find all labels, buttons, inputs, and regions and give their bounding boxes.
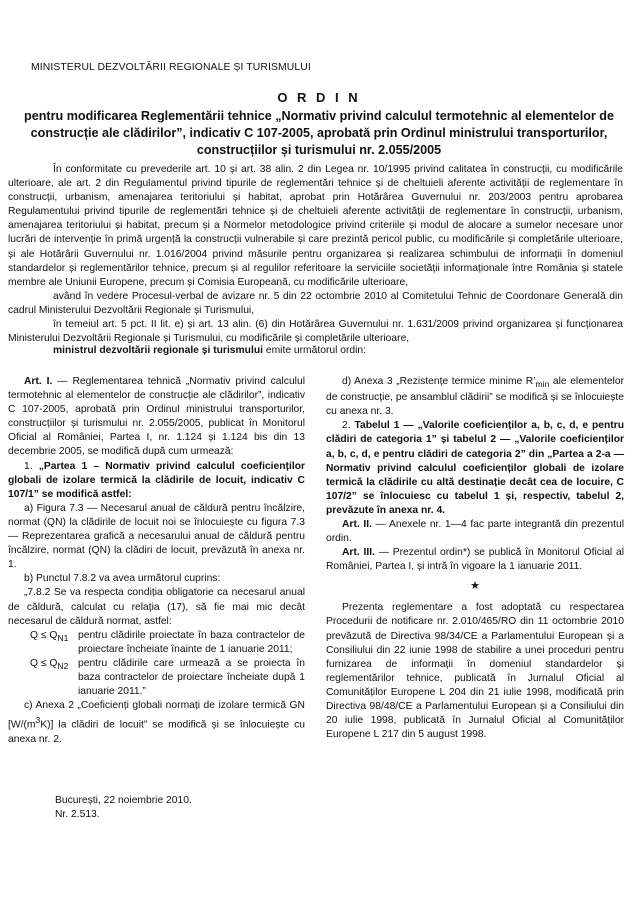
right-column	[326, 375, 624, 742]
article-3-label: Art. III.	[342, 547, 375, 559]
item-2	[326, 419, 624, 518]
signature-number: Nr. 2.513.	[55, 809, 100, 821]
condition-qn1-text: pentru clădirile proiectate în baza contractelor de proiectare încheiate înainte de 1 ianuarie 2011;	[78, 629, 305, 655]
condition-qn2-formula: $Q \le Q_{N2}$	[30, 657, 69, 671]
preamble	[8, 163, 623, 346]
left-column	[8, 375, 305, 747]
point-a: a) Figura 7.3 — Necesarul anual de căldură pentru încălzire, normat (QN) la clădirile de locuit noi se înlocuiește cu figura 7.3 — Reprezentarea grafică a necesarului anual de căldură pentru încălzire, normat (QN) la clădiri de locuit, prevăzută în anexa nr. 1.	[8, 502, 305, 571]
preamble-paragraph-endorsement: având în vedere Procesul-verbal de avizare nr. 5 din 22 octombrie 2010 al Comitetului Tehnic de Coordonare Generală din cadrul Ministerului Dezvoltării Regionale și Turismului,	[8, 290, 623, 316]
issuing-minister: ministrul dezvoltării regionale și turismului	[53, 345, 263, 356]
ministry-name: MINISTERUL DEZVOLTĂRII REGIONALE ȘI TURISMULUI	[31, 62, 311, 73]
point-d: d) Anexa 3 „Rezistențe termice minime $R’_{min}$ ale elementelor de construcție, pe ansamblul clădirii” se modifică și se înlocuiește cu anexa nr. 3.	[326, 376, 624, 418]
point-c: c) Anexa 2 „Coeficienți globali normați de izolare termică GN $[W/(m^3K)]$ la clădiri de locuit” se modifică și se înlocuiește cu anexa nr. 2.	[8, 700, 305, 745]
quote-7-8-2: „7.8.2 Se va respecta condiția obligatorie ca necesarul anual de căldură, calculat cu relația (17), să fie mai mic decât necesarul de căldură normat, astfel:	[8, 587, 305, 627]
article-2-text: — Anexele nr. 1—4 fac parte integrantă din prezentul ordin.	[326, 518, 624, 545]
preamble-paragraph-legal-basis: În conformitate cu prevederile art. 10 și art. 38 alin. 2 din Legea nr. 10/1995 privind calitatea în construcții, cu modificările ulterioare, ale art. 2 din Regulamentul privind tipurile de reglementări tehnice și de cheltuieli aferente activității de reglementare în construcții, urbanism, amenajarea teritoriului și habitat, aprobat prin Hotărârea Guvernului nr. 203/2003 pentru aprobarea Regulamentului privind tipurile de reglementări tehnice și de cheltuieli aferente activității de reglementare în construcții, urbanism, amenajarea teritoriului și habitat, precum și a Normelor metodologice privind criteriile și modul de alocare a sumelor necesare unor lucrări de intervenție în primă urgență la construcții vulnerabile și care prezintă pericol public, cu modificările și completările ulterioare, și ale Hotărârii Guvernului nr. 1.016/2004 privind măsurile pentru organizarea și realizarea schimbului de informații în domeniul standardelor și reglementărilor tehnice, precum și al regulilor referitoare la serviciile societății informaționale între România și statele membre ale Uniunii Europene, precum și Comisia Europeană, cu modificările ulterioare,	[8, 164, 623, 288]
item-2-heading: Tabelul 1 — „Valorile coeficienților a, b, c, d, e pentru clădiri de categoria 1” și tabelul 2 — „Valorile coeficienților a, b, c, d, e pentru clădiri de categoria 2” din „Partea a 2-a — Normativ privind calculul coeficienților globali de izolare termică la clădirile cu altă destinație decât cea de locuire, C 107/2” se înlocuiesc cu tabelul 1 și, respectiv, tabelul 2, prevăzute în anexa nr. 4.	[326, 420, 624, 516]
issuing-statement	[8, 345, 623, 356]
point-b: b) Punctul 7.8.2 va avea următorul cuprins:	[24, 573, 221, 585]
qn1-subscript: N1	[57, 632, 69, 643]
item-1	[8, 460, 305, 502]
condition-qn1-formula: $Q \le Q_{N1}$	[30, 629, 69, 643]
item-2-number: 2.	[342, 420, 355, 432]
signature-place-date: București, 22 noiembrie 2010.	[55, 795, 192, 806]
document-title: O R D I N	[277, 90, 361, 105]
article-2-label: Art. II.	[342, 518, 372, 530]
section-separator-star: ★	[470, 580, 480, 593]
point-c-superscript: 3	[35, 715, 41, 726]
item-1-heading: „Partea 1 – Normativ privind calculul coeficienților globali de izolare termică la clădirile de locuit, indicativ C 107/1” se modifică astfel:	[8, 460, 306, 500]
point-d-subscript: min	[535, 379, 550, 390]
preamble-paragraph-authority: în temeiul art. 5 pct. II lit. e) și art. 13 alin. (6) din Hotărârea Guvernului nr. 1.631/2009 privind organizarea și funcționarea Ministerului Dezvoltării Regionale și Turismului, cu modificările și completările ulterioare,	[8, 319, 623, 345]
article-3-text: — Prezentul ordin*) se publică în Monitorul Oficial al României, Partea I, și intră în vigoare la 1 ianuarie 2011.	[326, 547, 624, 573]
condition-qn2-text: pentru clădirile care urmează a se proiecta în baza contractelor de proiectare încheiate după 1 ianuarie 2011.”	[78, 657, 305, 698]
item-1-number: 1.	[24, 460, 39, 472]
issuing-statement-rest: emite următorul ordin:	[263, 345, 367, 356]
condition-qn2	[8, 657, 305, 699]
document-subtitle: pentru modificarea Reglementării tehnice „Normativ privind calculul termotehnic al elementelor de construcție ale clădirilor”, indicativ C 107-2005, aprobată prin Ordinul ministrului transporturilor, construcțiilor și turismului nr. 2.055/2005	[24, 109, 614, 157]
notification-note: Prezenta reglementare a fost adoptată cu respectarea Procedurii de notificare nr. 2.010/465/RO din 11 octombrie 2010 prevăzută de Directiva 98/34/CE a Parlamentului European și a Consiliului din 22 iunie 1998 de stabilire a unei proceduri pentru furnizarea de informații în domeniul standardelor și reglementărilor tehnice, publicată în Jurnalul Oficial al Comunităților Europene L 204 din 21 iulie 1998, modificată prin Directiva 98/48/CE a Parlamentului European și a Consiliului din 20 iulie 1998, publicată în Jurnalul Oficial al Comunităților Europene L 217 din 5 august 1998.	[326, 602, 624, 741]
signature-block	[55, 794, 192, 822]
qn2-subscript: N2	[57, 660, 69, 671]
article-1	[8, 375, 305, 460]
article-3	[326, 546, 624, 574]
article-1-text: — Reglementarea tehnică „Normativ privind calculul termotehnic al elementelor de construcție ale clădirilor”, indicativ C 107-2005, aprobată prin Ordinul ministrului transporturilor, construcțiilor și turismului nr. 2.055/2005, publicat în Monitorul Oficial al României, Partea I, nr. 1.124 și 1.124 bis din 13 decembrie 2005, se modifică după cum urmează:	[8, 376, 305, 458]
article-2	[326, 518, 624, 546]
condition-qn1	[8, 629, 305, 657]
article-1-label: Art. I.	[24, 376, 53, 387]
